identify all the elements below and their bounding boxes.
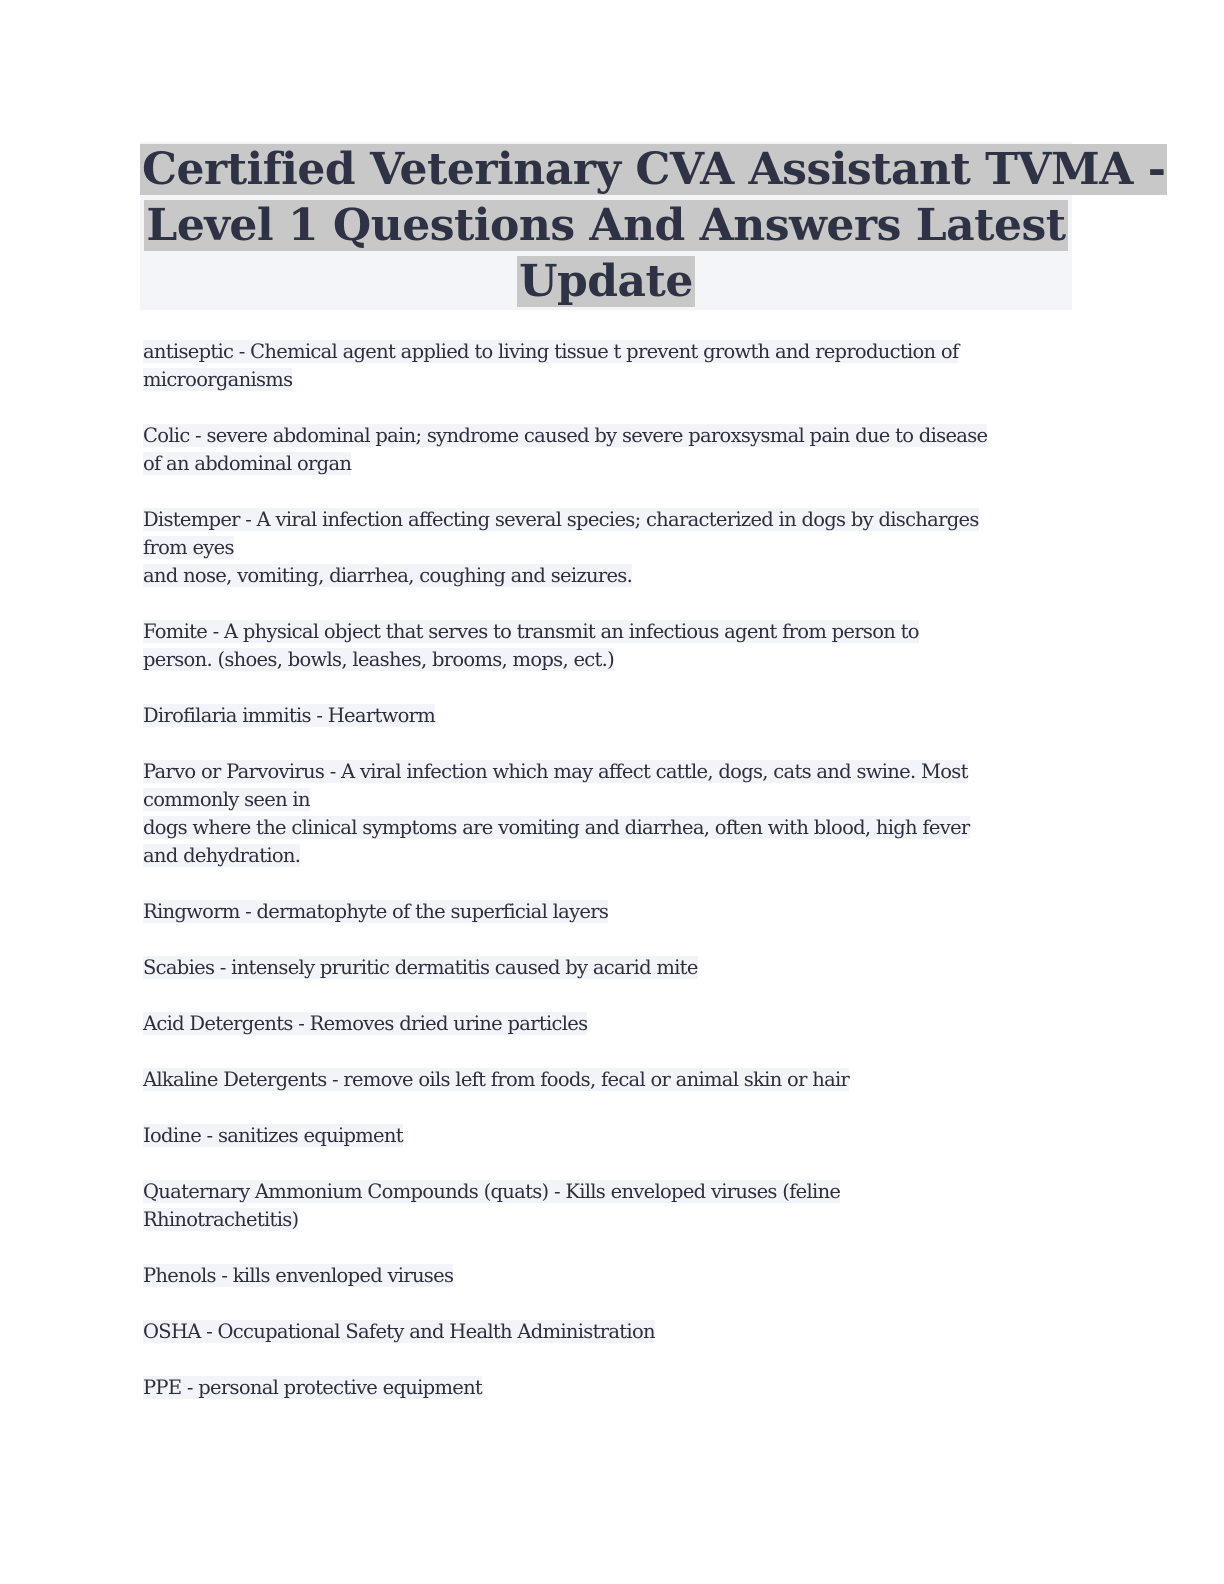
title-line — [140, 198, 1072, 254]
qa-entry-line — [143, 814, 1083, 842]
document-title — [140, 142, 1166, 310]
qa-entry-line — [143, 758, 1083, 786]
qa-entry-text: microorganisms — [143, 368, 293, 391]
qa-entry — [143, 338, 1083, 394]
qa-entry-line — [143, 646, 1083, 674]
qa-entry-line — [143, 562, 1083, 590]
qa-entry — [143, 422, 1083, 478]
qa-entry-line — [143, 450, 1083, 478]
title-line — [140, 254, 1072, 310]
qa-entry — [143, 1374, 1083, 1402]
qa-entry-text: OSHA - Occupational Safety and Health Administration — [143, 1320, 655, 1343]
title-text: Level 1 Questions And Answers Latest — [146, 200, 1066, 251]
qa-entry — [143, 1066, 1083, 1094]
qa-entry — [143, 702, 1083, 730]
qa-entry-text: Dirofilaria immitis - Heartworm — [143, 704, 436, 727]
qa-entry — [143, 1010, 1083, 1038]
qa-entry-line — [143, 842, 1083, 870]
title-text: Update — [519, 256, 693, 307]
qa-entry-text: of an abdominal organ — [143, 452, 352, 475]
qa-entry-line — [143, 1010, 1083, 1038]
qa-entry-line — [143, 366, 1083, 394]
qa-entry-text: Iodine - sanitizes equipment — [143, 1124, 403, 1147]
qa-entry-text: Quaternary Ammonium Compounds (quats) - Kills enveloped viruses (feline — [143, 1180, 841, 1203]
qa-entry-line — [143, 534, 1083, 562]
qa-entry-text: Colic - severe abdominal pain; syndrome caused by severe paroxsysmal pain due to disease — [143, 424, 988, 447]
qa-entry-line — [143, 1206, 1083, 1234]
qa-entry-text: Rhinotrachetitis) — [143, 1208, 299, 1231]
qa-entry-text: antiseptic - Chemical agent applied to living tissue t prevent growth and reproduction of — [143, 340, 959, 363]
qa-entry — [143, 898, 1083, 926]
qa-entry-line — [143, 506, 1083, 534]
qa-entry-text: Ringworm - dermatophyte of the superficial layers — [143, 900, 609, 923]
qa-entry-line — [143, 1374, 1083, 1402]
qa-entry-line — [143, 618, 1083, 646]
qa-entry-line — [143, 1318, 1083, 1346]
qa-entry — [143, 954, 1083, 982]
qa-entry-line — [143, 786, 1083, 814]
qa-entry-text: and nose, vomiting, diarrhea, coughing and seizures. — [143, 564, 633, 587]
qa-entry — [143, 1178, 1083, 1234]
qa-entry-text: person. (shoes, bowls, leashes, brooms, mops, ect.) — [143, 648, 615, 671]
qa-entry-text: from eyes — [143, 536, 234, 559]
qa-entry-text: Parvo or Parvovirus - A viral infection which may affect cattle, dogs, cats and swine. Most — [143, 760, 968, 783]
qa-entry-text: Alkaline Detergents - remove oils left from foods, fecal or animal skin or hair — [143, 1068, 850, 1091]
qa-entry-text: Distemper - A viral infection affecting several species; characterized in dogs by discharges — [143, 508, 979, 531]
qa-entry — [143, 1262, 1083, 1290]
qa-entry-text: Scabies - intensely pruritic dermatitis caused by acarid mite — [143, 956, 698, 979]
qa-entry-line — [143, 702, 1083, 730]
qa-entry-text: Phenols - kills envenloped viruses — [143, 1264, 454, 1287]
qa-entry-line — [143, 338, 1083, 366]
qa-entry-text: commonly seen in — [143, 788, 310, 811]
qa-entry — [143, 1318, 1083, 1346]
qa-entry-text: PPE - personal protective equipment — [143, 1376, 483, 1399]
qa-entry-text: Acid Detergents - Removes dried urine particles — [143, 1012, 588, 1035]
qa-entry — [143, 506, 1083, 590]
qa-entry — [143, 758, 1083, 870]
qa-entry-text: and dehydration. — [143, 844, 301, 867]
qa-entry-line — [143, 1178, 1083, 1206]
qa-entry-line — [143, 422, 1083, 450]
qa-list — [143, 338, 1083, 1430]
qa-entry-line — [143, 1066, 1083, 1094]
qa-entry-text: dogs where the clinical symptoms are vomiting and diarrhea, often with blood, high fever — [143, 816, 970, 839]
qa-entry-text: Fomite - A physical object that serves to transmit an infectious agent from person to — [143, 620, 919, 643]
title-text: Certified Veterinary CVA Assistant TVMA - — [142, 144, 1166, 195]
qa-entry-line — [143, 898, 1083, 926]
qa-entry-line — [143, 954, 1083, 982]
qa-entry — [143, 618, 1083, 674]
qa-entry-line — [143, 1122, 1083, 1150]
qa-entry-line — [143, 1262, 1083, 1290]
qa-entry — [143, 1122, 1083, 1150]
title-line — [140, 142, 1166, 198]
